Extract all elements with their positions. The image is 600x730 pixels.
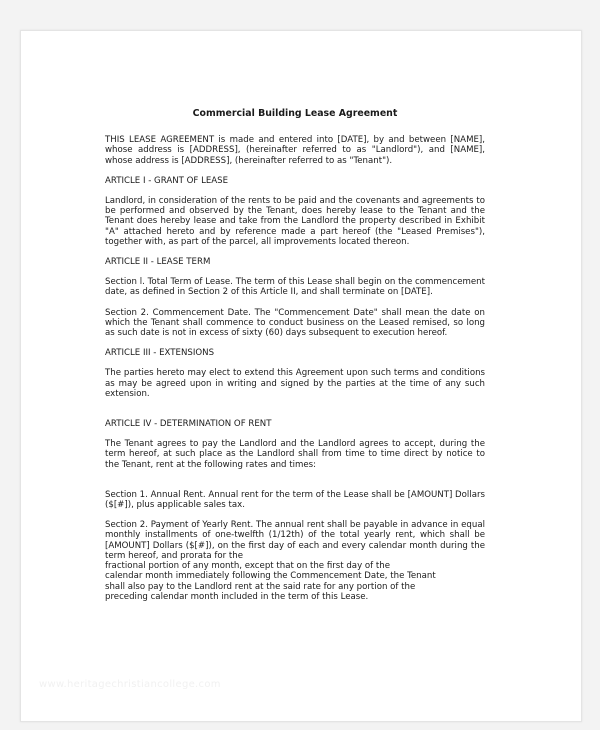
article-4-section-2-line: fractional portion of any month, except that on the first day of the (105, 561, 391, 572)
article-4-section-2-line: Section 2. Payment of Yearly Rent. The annual rent shall be payable in advance in equal monthly installments of one-twelfth (1/12th) of the total yearly rent, which shall be [AMOUNT] Dollars ($[#]), on the first day of each and every calendar month during the term hereof, and prorata for the (105, 520, 485, 561)
article-2-section-1: Section l. Total Term of Lease. The term of this Lease shall begin on the commencement date, as defined in Section 2 of this Article II, and shall terminate on [DATE]. (105, 277, 485, 298)
intro-paragraph: THIS LEASE AGREEMENT is made and entered into [DATE], by and between [NAME], whose address is [ADDRESS], (hereinafter referred to as "Landlord"), and [NAME], whose address is [ADDRESS], (hereinafter referred to as "Tenant"). (105, 135, 485, 166)
article-3-body: The parties hereto may elect to extend this Agreement upon such terms and conditions as may be agreed upon in writing and signed by the parties at the time of any such extension. (105, 368, 485, 399)
article-4-section-2-line: shall also pay to the Landlord rent at the said rate for any portion of the (105, 581, 416, 592)
article-4-section-2-line: preceding calendar month included in the term of this Lease. (105, 591, 369, 602)
document-page (20, 30, 582, 722)
article-3-heading: ARTICLE III - EXTENSIONS (105, 348, 215, 359)
article-4-section-1: Section 1. Annual Rent. Annual rent for the term of the Lease shall be [AMOUNT] Dollars ($[#]), plus applicable sales tax. (105, 489, 485, 511)
document-title: Commercial Building Lease Agreement (192, 108, 398, 119)
article-2-section-2: Section 2. Commencement Date. The "Commencement Date" shall mean the date on which the Tenant shall commence to conduct business on the Leased remised, so long as such date is not in excess of sixty (60) days subsequent to execution hereof. (105, 307, 485, 339)
article-2-heading: ARTICLE II - LEASE TERM (105, 257, 211, 268)
article-4-section-2 (105, 520, 485, 602)
document-content (105, 109, 485, 612)
article-4-section-2-line: calendar month immediately following the Commencement Date, the Tenant (105, 571, 436, 582)
article-4-heading: ARTICLE IV - DETERMINATION OF RENT (105, 419, 272, 430)
article-1-body: Landlord, in consideration of the rents to be paid and the covenants and agreements to be performed and observed by the Tenant, does hereby lease to the Tenant and the Tenant does hereby lease and take from the Landlord the property described in Exhibit "A" attached hereto and by reference made a part hereof (the "Leased Premises"), together with, as part of the parcel, all improvements located thereon. (105, 196, 485, 247)
article-1-heading: ARTICLE I - GRANT OF LEASE (105, 175, 229, 186)
watermark: www.heritagechristiancollege.com (39, 679, 221, 690)
article-4-body: The Tenant agrees to pay the Landlord and the Landlord agrees to accept, during the term hereof, at such place as the Landlord shall from time to time direct by notice to the Tenant, rent at the following rates and times: (105, 439, 485, 470)
